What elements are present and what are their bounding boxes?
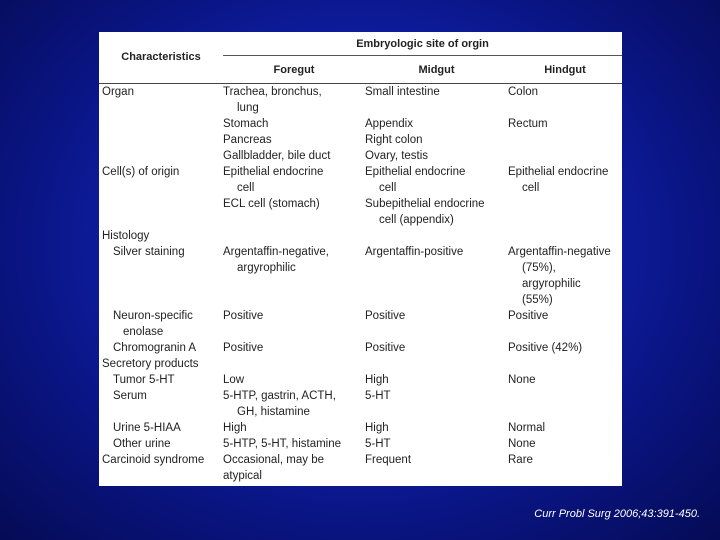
cell-foregut [223,276,365,292]
table-row [99,244,622,260]
cell-hindgut [508,100,622,116]
cell-characteristic [99,404,223,420]
cell-foregut: 5-HTP, gastrin, ACTH, [223,390,336,402]
cell-hindgut: None [508,438,536,450]
cell-foregut: ECL cell (stomach) [223,198,320,210]
cell-characteristic: Other urine [113,438,171,450]
cell-midgut: Small intestine [365,86,440,98]
cell-foregut: cell [237,182,255,194]
table-row [99,404,622,420]
cell-foregut: Trachea, bronchus, [223,86,322,98]
cell-midgut: Positive [365,310,406,322]
cell-characteristic: Carcinoid syndrome [102,454,205,466]
cell-characteristic [99,212,223,228]
cell-midgut: Right colon [365,134,423,146]
cell-characteristic [99,148,223,164]
cell-characteristic [99,276,223,292]
cell-foregut: atypical [223,470,262,482]
cell-foregut: Occasional, may be [223,454,324,466]
table-row [99,180,622,196]
table-row [99,228,622,244]
cell-characteristic [99,180,223,196]
cell-characteristic: Serum [113,390,147,402]
cell-hindgut: None [508,374,536,386]
cell-characteristic: enolase [123,326,164,338]
cell-characteristic: Neuron-specific [113,310,193,322]
cell-foregut [223,324,365,340]
cell-midgut: Frequent [365,454,412,466]
table-row [99,372,622,388]
cell-foregut: Gallbladder, bile duct [223,150,331,162]
header-embryologic-site: Embryologic site of orgin [223,32,622,56]
carcinoid-comparison-table [99,32,622,486]
cell-characteristic [99,116,223,132]
cell-midgut [365,404,508,420]
cell-hindgut: cell [522,182,540,194]
cell-midgut: Epithelial endocrine [365,166,466,178]
table-row [99,388,622,404]
cell-foregut: Positive [223,310,264,322]
cell-hindgut: Argentaffin-negative [508,246,611,258]
cell-foregut [223,356,365,372]
cell-midgut: Appendix [365,118,413,130]
cell-midgut: cell [379,182,397,194]
table-row [99,324,622,340]
cell-midgut [365,356,508,372]
table-row [99,436,622,452]
table-row [99,468,622,484]
cell-characteristic [99,260,223,276]
cell-midgut: cell (appendix) [379,214,454,226]
cell-foregut: 5-HTP, 5-HT, histamine [223,438,342,450]
header-characteristics: Characteristics [121,51,201,63]
cell-characteristic [99,196,223,212]
cell-midgut: High [365,374,389,386]
table-body [99,84,622,484]
table-row [99,260,622,276]
cell-hindgut: Positive (42%) [508,342,583,354]
cell-hindgut [508,212,622,228]
table-row [99,132,622,148]
cell-hindgut [508,404,622,420]
cell-foregut: Argentaffin-negative, [223,246,329,258]
cell-hindgut [508,356,622,372]
cell-midgut [365,292,508,308]
cell-foregut: High [223,422,247,434]
table-row [99,340,622,356]
cell-characteristic [99,292,223,308]
cell-hindgut: Epithelial endocrine [508,166,609,178]
cell-midgut: Argentaffin-positive [365,246,464,258]
cell-midgut [365,260,508,276]
cell-characteristic: Organ [102,86,134,98]
table-row [99,100,622,116]
table-row [99,452,622,468]
table-row [99,356,622,372]
table-row [99,292,622,308]
table-row [99,116,622,132]
cell-hindgut [508,228,622,244]
table-row [99,420,622,436]
cell-foregut: Epithelial endocrine [223,166,324,178]
cell-midgut: Positive [365,342,406,354]
cell-characteristic: Silver staining [113,246,185,258]
cell-characteristic: Histology [102,230,150,242]
cell-midgut [365,276,508,292]
cell-midgut [365,468,508,484]
cell-characteristic [99,100,223,116]
cell-foregut: Positive [223,342,264,354]
cell-characteristic [99,468,223,484]
cell-foregut [223,212,365,228]
cell-hindgut: (75%), [522,262,556,274]
table-row [99,148,622,164]
cell-hindgut [508,132,622,148]
table-row [99,276,622,292]
cell-hindgut [508,388,622,404]
header-hindgut: Hindgut [544,64,586,76]
cell-hindgut [508,196,622,212]
cell-hindgut [508,468,622,484]
cell-characteristic: Secretory products [102,358,199,370]
cell-hindgut: argyrophilic [522,278,581,290]
cell-midgut: High [365,422,389,434]
cell-hindgut [508,148,622,164]
header-midgut: Midgut [418,64,455,76]
citation: Curr Probl Surg 2006;43:391-450. [534,508,700,520]
cell-hindgut: Colon [508,86,539,98]
cell-characteristic: Urine 5-HIAA [113,422,181,434]
cell-foregut [223,228,365,244]
cell-characteristic [99,132,223,148]
cell-hindgut: Rare [508,454,533,466]
cell-hindgut: Rectum [508,118,548,130]
table-row [99,308,622,324]
cell-foregut: Low [223,374,245,386]
cell-foregut: lung [237,102,259,114]
header-foregut: Foregut [273,64,315,76]
cell-hindgut: Normal [508,422,546,434]
cell-characteristic: Cell(s) of origin [102,166,180,178]
cell-foregut: GH, histamine [237,406,310,418]
table-row [99,84,622,100]
cell-midgut: Subepithelial endocrine [365,198,485,210]
cell-midgut: 5-HT [365,390,391,402]
cell-midgut [365,100,508,116]
cell-midgut [365,228,508,244]
cell-midgut [365,324,508,340]
cell-midgut: Ovary, testis [365,150,429,162]
table-row [99,212,622,228]
cell-foregut: Stomach [223,118,269,130]
cell-foregut: Pancreas [223,134,272,146]
cell-hindgut: (55%) [522,294,553,306]
cell-foregut: argyrophilic [237,262,296,274]
cell-hindgut: Positive [508,310,549,322]
table-row [99,164,622,180]
cell-characteristic: Tumor 5-HT [113,374,175,386]
cell-hindgut [508,324,622,340]
table-row [99,196,622,212]
cell-midgut: 5-HT [365,438,391,450]
cell-foregut [223,292,365,308]
cell-characteristic: Chromogranin A [113,342,197,354]
